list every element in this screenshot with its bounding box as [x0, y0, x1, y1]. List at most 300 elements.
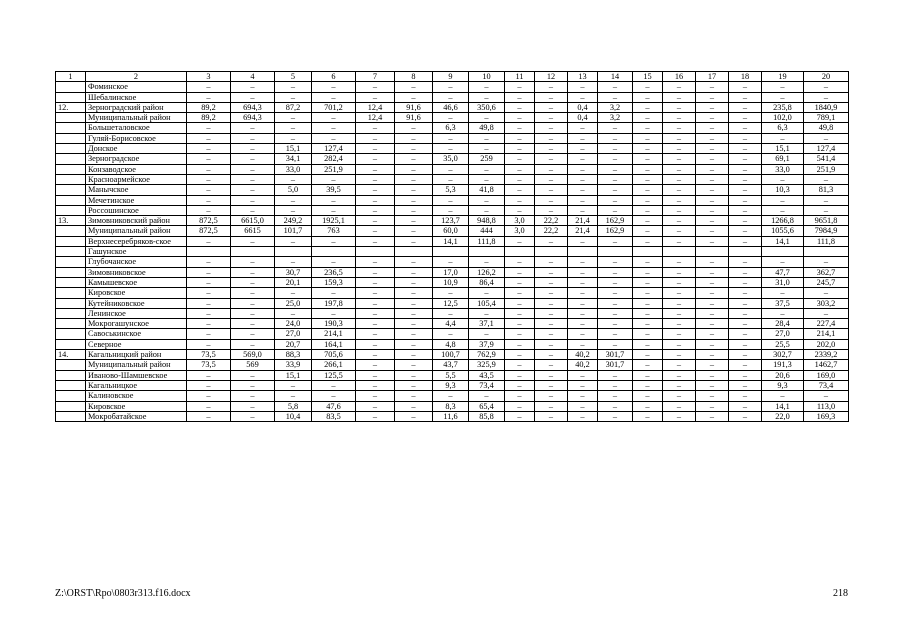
table-cell: 301,7	[598, 350, 633, 360]
table-cell: –	[663, 411, 696, 421]
table-cell: 0,4	[568, 113, 598, 123]
table-cell: –	[187, 174, 231, 184]
table-row	[56, 195, 849, 205]
table-cell: –	[505, 123, 535, 133]
row-name: Ленинское	[86, 308, 187, 318]
table-cell: –	[312, 288, 356, 298]
table-cell: 39,5	[312, 185, 356, 195]
row-number	[56, 144, 86, 154]
table-cell	[433, 247, 469, 257]
table-cell: 251,9	[312, 164, 356, 174]
row-name: Верхнесеребряков-ское	[86, 236, 187, 246]
table-cell: –	[187, 154, 231, 164]
table-cell: –	[696, 195, 729, 205]
table-cell: –	[663, 257, 696, 267]
table-cell: 22,0	[762, 411, 804, 421]
table-cell: –	[187, 123, 231, 133]
table-cell: –	[395, 288, 433, 298]
table-cell: 43,5	[469, 370, 505, 380]
table-cell: –	[535, 144, 568, 154]
table-cell: –	[633, 288, 663, 298]
table-cell	[598, 247, 633, 257]
table-cell: –	[535, 113, 568, 123]
table-cell: –	[312, 205, 356, 215]
row-number	[56, 277, 86, 287]
table-cell: 5,3	[433, 185, 469, 195]
table-cell: –	[275, 133, 312, 143]
table-cell	[729, 247, 762, 257]
table-cell: 14,1	[433, 236, 469, 246]
table-cell: –	[633, 339, 663, 349]
table-cell: –	[729, 370, 762, 380]
table-cell: –	[762, 257, 804, 267]
row-name: Кагальницкий район	[86, 350, 187, 360]
table-cell: –	[804, 195, 849, 205]
row-name: Зерноградское	[86, 154, 187, 164]
table-cell: 301,7	[598, 360, 633, 370]
table-cell: –	[231, 154, 275, 164]
table-cell: 15,1	[275, 144, 312, 154]
table-cell: –	[505, 277, 535, 287]
table-cell: –	[433, 391, 469, 401]
header-row	[56, 72, 849, 82]
table-cell: 20,6	[762, 370, 804, 380]
table-cell: –	[696, 401, 729, 411]
table-cell: –	[568, 195, 598, 205]
table-cell: –	[633, 350, 663, 360]
table-cell: –	[729, 319, 762, 329]
table-cell: –	[433, 205, 469, 215]
table-cell: –	[312, 257, 356, 267]
table-cell: –	[663, 391, 696, 401]
table-cell: 87,2	[275, 102, 312, 112]
row-number	[56, 411, 86, 421]
table-cell: –	[663, 195, 696, 205]
table-cell: –	[187, 92, 231, 102]
table-cell: –	[275, 288, 312, 298]
table-cell: 694,3	[231, 113, 275, 123]
table-cell: –	[275, 113, 312, 123]
table-cell: 21,4	[568, 216, 598, 226]
table-cell: –	[762, 391, 804, 401]
table-cell: 40,2	[568, 350, 598, 360]
footer-page-number: 218	[833, 588, 848, 599]
table-cell: –	[312, 195, 356, 205]
table-cell: –	[633, 329, 663, 339]
table-cell: –	[535, 370, 568, 380]
table-cell: –	[187, 391, 231, 401]
table-cell: –	[535, 308, 568, 318]
table-cell: –	[469, 133, 505, 143]
table-row	[56, 82, 849, 92]
table-cell: –	[395, 350, 433, 360]
table-cell: –	[433, 288, 469, 298]
row-number	[56, 391, 86, 401]
table-cell: –	[395, 174, 433, 184]
table-cell: –	[729, 277, 762, 287]
table-cell: –	[469, 195, 505, 205]
table-cell: –	[729, 133, 762, 143]
table-cell: –	[535, 380, 568, 390]
table-cell: –	[505, 308, 535, 318]
row-number	[56, 92, 86, 102]
table-cell: 88,3	[275, 350, 312, 360]
table-cell	[535, 247, 568, 257]
table-cell: –	[568, 82, 598, 92]
table-cell: 83,5	[312, 411, 356, 421]
table-cell: –	[187, 205, 231, 215]
table-cell: –	[231, 401, 275, 411]
table-cell: –	[535, 257, 568, 267]
table-cell	[804, 247, 849, 257]
table-cell: –	[696, 236, 729, 246]
table-cell: –	[312, 236, 356, 246]
table-cell: –	[505, 174, 535, 184]
table-cell: –	[633, 236, 663, 246]
table-cell: 9,3	[762, 380, 804, 390]
table-cell: –	[505, 401, 535, 411]
table-cell: –	[729, 164, 762, 174]
table-cell: –	[568, 391, 598, 401]
table-cell: 569	[231, 360, 275, 370]
table-row	[56, 154, 849, 164]
table-row	[56, 370, 849, 380]
table-cell: –	[505, 339, 535, 349]
row-number	[56, 113, 86, 123]
table-cell: –	[598, 164, 633, 174]
row-name: Мокрогашунское	[86, 319, 187, 329]
table-cell: –	[696, 298, 729, 308]
table-cell: –	[231, 164, 275, 174]
table-cell: –	[729, 339, 762, 349]
table-cell: –	[633, 92, 663, 102]
table-cell: 3,0	[505, 216, 535, 226]
row-number	[56, 154, 86, 164]
row-number	[56, 82, 86, 92]
table-row	[56, 236, 849, 246]
table-cell: –	[469, 174, 505, 184]
row-number: 13.	[56, 216, 86, 226]
table-cell: –	[505, 370, 535, 380]
table-cell: –	[505, 380, 535, 390]
table-cell: –	[729, 195, 762, 205]
table-cell: –	[231, 92, 275, 102]
table-cell: –	[568, 236, 598, 246]
table-cell: –	[696, 319, 729, 329]
table-cell: –	[633, 174, 663, 184]
table-row	[56, 102, 849, 112]
table-cell: –	[568, 257, 598, 267]
table-cell: 49,8	[469, 123, 505, 133]
table-cell: 73,5	[187, 350, 231, 360]
table-cell: –	[356, 257, 395, 267]
row-name: Кировское	[86, 288, 187, 298]
table-cell: 20,1	[275, 277, 312, 287]
table-cell: 34,1	[275, 154, 312, 164]
table-cell: 14,1	[762, 401, 804, 411]
table-cell: –	[633, 257, 663, 267]
table-cell: 46,6	[433, 102, 469, 112]
table-cell: –	[729, 123, 762, 133]
table-cell: –	[356, 267, 395, 277]
table-cell: –	[312, 113, 356, 123]
table-cell: 85,8	[469, 411, 505, 421]
table-cell: –	[395, 391, 433, 401]
table-cell: –	[356, 236, 395, 246]
table-cell: –	[505, 133, 535, 143]
column-header: 11	[505, 72, 535, 82]
table-cell: 9,3	[433, 380, 469, 390]
table-cell: –	[633, 113, 663, 123]
table-cell: 325,9	[469, 360, 505, 370]
table-cell: 6615	[231, 226, 275, 236]
table-cell: –	[568, 123, 598, 133]
table-cell: –	[275, 123, 312, 133]
table-cell: –	[598, 288, 633, 298]
table-cell: –	[696, 380, 729, 390]
table-cell: –	[804, 288, 849, 298]
table-cell: –	[598, 277, 633, 287]
table-cell: –	[395, 339, 433, 349]
table-cell: –	[729, 216, 762, 226]
table-cell: –	[568, 133, 598, 143]
table-cell: –	[535, 401, 568, 411]
table-cell: –	[469, 82, 505, 92]
table-cell: 8,3	[433, 401, 469, 411]
table-cell: 1266,8	[762, 216, 804, 226]
table-cell: –	[187, 288, 231, 298]
table-cell: –	[356, 277, 395, 287]
table-cell: –	[663, 216, 696, 226]
table-cell: –	[356, 216, 395, 226]
row-number	[56, 174, 86, 184]
table-cell: –	[312, 82, 356, 92]
table-cell: 350,6	[469, 102, 505, 112]
table-cell: –	[505, 195, 535, 205]
table-cell: –	[633, 102, 663, 112]
table-cell: –	[187, 164, 231, 174]
table-cell: –	[663, 164, 696, 174]
table-cell: –	[696, 391, 729, 401]
table-cell: –	[598, 267, 633, 277]
table-cell	[505, 247, 535, 257]
table-cell: –	[729, 360, 762, 370]
table-row	[56, 380, 849, 390]
table-cell: 12,5	[433, 298, 469, 308]
table-cell: –	[356, 154, 395, 164]
table-cell	[312, 247, 356, 257]
table-cell: –	[395, 185, 433, 195]
table-cell: –	[729, 298, 762, 308]
row-name: Кутейниковское	[86, 298, 187, 308]
table-cell: –	[568, 298, 598, 308]
table-cell: –	[663, 113, 696, 123]
table-cell: 49,8	[804, 123, 849, 133]
table-cell: 303,2	[804, 298, 849, 308]
table-row	[56, 257, 849, 267]
table-cell: –	[505, 164, 535, 174]
row-number	[56, 370, 86, 380]
table-cell: –	[187, 185, 231, 195]
row-number	[56, 164, 86, 174]
table-cell: 37,1	[469, 319, 505, 329]
table-cell: –	[804, 133, 849, 143]
table-cell: 169,0	[804, 370, 849, 380]
table-cell: –	[505, 185, 535, 195]
table-cell: 694,3	[231, 102, 275, 112]
table-cell: –	[696, 350, 729, 360]
table-cell: –	[505, 298, 535, 308]
table-cell: –	[598, 92, 633, 102]
table-cell: –	[356, 339, 395, 349]
table-cell: 102,0	[762, 113, 804, 123]
table-cell: 245,7	[804, 277, 849, 287]
table-cell: –	[663, 82, 696, 92]
table-cell: –	[356, 298, 395, 308]
table-cell: 541,4	[804, 154, 849, 164]
row-number	[56, 288, 86, 298]
data-table	[55, 71, 849, 422]
table-cell: –	[433, 195, 469, 205]
table-cell: –	[568, 92, 598, 102]
table-cell: –	[568, 267, 598, 277]
table-cell: –	[469, 391, 505, 401]
row-name: Муниципальный район	[86, 226, 187, 236]
column-header: 19	[762, 72, 804, 82]
table-cell: 3,2	[598, 113, 633, 123]
row-name: Зимовниковское	[86, 267, 187, 277]
table-cell: –	[433, 92, 469, 102]
table-row	[56, 185, 849, 195]
table-cell: –	[762, 288, 804, 298]
table-cell: –	[505, 236, 535, 246]
table-cell: –	[696, 133, 729, 143]
table-cell: –	[312, 133, 356, 143]
table-cell: –	[804, 205, 849, 215]
table-cell: –	[395, 267, 433, 277]
table-cell: –	[696, 308, 729, 318]
table-cell: –	[275, 257, 312, 267]
table-cell: –	[598, 236, 633, 246]
table-cell: 37,9	[469, 339, 505, 349]
table-cell: –	[663, 123, 696, 133]
column-header: 15	[633, 72, 663, 82]
table-cell: –	[598, 123, 633, 133]
table-cell: 86,4	[469, 277, 505, 287]
table-cell: –	[312, 174, 356, 184]
row-number: 14.	[56, 350, 86, 360]
table-cell: 89,2	[187, 113, 231, 123]
table-cell: 259	[469, 154, 505, 164]
table-cell: 235,8	[762, 102, 804, 112]
column-header: 16	[663, 72, 696, 82]
table-cell: –	[535, 329, 568, 339]
table-row	[56, 339, 849, 349]
table-row	[56, 205, 849, 215]
table-cell: –	[535, 195, 568, 205]
table-cell: –	[395, 92, 433, 102]
table-cell	[231, 247, 275, 257]
table-cell: –	[275, 391, 312, 401]
table-cell: –	[187, 339, 231, 349]
table-cell: –	[231, 288, 275, 298]
table-cell: 1462,7	[804, 360, 849, 370]
row-number	[56, 205, 86, 215]
row-name: Кагальницкое	[86, 380, 187, 390]
table-cell: –	[663, 174, 696, 184]
column-header: 3	[187, 72, 231, 82]
table-cell: 6615,0	[231, 216, 275, 226]
table-cell: –	[505, 102, 535, 112]
table-cell: –	[356, 185, 395, 195]
table-cell: 251,9	[804, 164, 849, 174]
column-header: 6	[312, 72, 356, 82]
table-row	[56, 277, 849, 287]
table-cell: –	[663, 329, 696, 339]
table-cell: –	[535, 350, 568, 360]
table-cell: –	[633, 298, 663, 308]
table-row	[56, 401, 849, 411]
row-number	[56, 133, 86, 143]
row-name: Конзаводское	[86, 164, 187, 174]
table-cell: –	[505, 144, 535, 154]
table-cell: –	[633, 226, 663, 236]
table-cell: –	[433, 82, 469, 92]
table-cell	[275, 247, 312, 257]
table-cell: 569,0	[231, 350, 275, 360]
column-header: 2	[86, 72, 187, 82]
table-cell: –	[505, 267, 535, 277]
table-cell: 159,3	[312, 277, 356, 287]
table-cell: –	[187, 329, 231, 339]
table-cell: 214,1	[804, 329, 849, 339]
table-cell: 14,1	[762, 236, 804, 246]
table-cell: –	[356, 380, 395, 390]
table-cell: –	[663, 339, 696, 349]
row-name: Гуляй-Борисовское	[86, 133, 187, 143]
table-cell: –	[356, 144, 395, 154]
table-cell: –	[568, 380, 598, 390]
table-cell: 6,3	[433, 123, 469, 133]
table-cell: –	[535, 298, 568, 308]
row-number	[56, 298, 86, 308]
table-cell: –	[469, 92, 505, 102]
table-cell: –	[505, 257, 535, 267]
table-cell: –	[598, 411, 633, 421]
table-cell: –	[568, 164, 598, 174]
row-name: Иваново-Шамшевское	[86, 370, 187, 380]
table-cell: 3,0	[505, 226, 535, 236]
table-cell: –	[568, 288, 598, 298]
table-cell: –	[696, 360, 729, 370]
table-cell: –	[568, 319, 598, 329]
table-cell: –	[231, 319, 275, 329]
column-header: 9	[433, 72, 469, 82]
table-cell: –	[433, 329, 469, 339]
table-cell: –	[312, 380, 356, 390]
row-name: Шебалинское	[86, 92, 187, 102]
table-cell: 701,2	[312, 102, 356, 112]
table-cell: –	[729, 185, 762, 195]
table-cell: –	[633, 216, 663, 226]
table-cell: –	[231, 370, 275, 380]
table-cell: –	[633, 411, 663, 421]
table-cell: –	[231, 257, 275, 267]
table-cell: –	[568, 308, 598, 318]
table-cell: –	[598, 195, 633, 205]
table-cell: 789,1	[804, 113, 849, 123]
table-cell: –	[395, 154, 433, 164]
